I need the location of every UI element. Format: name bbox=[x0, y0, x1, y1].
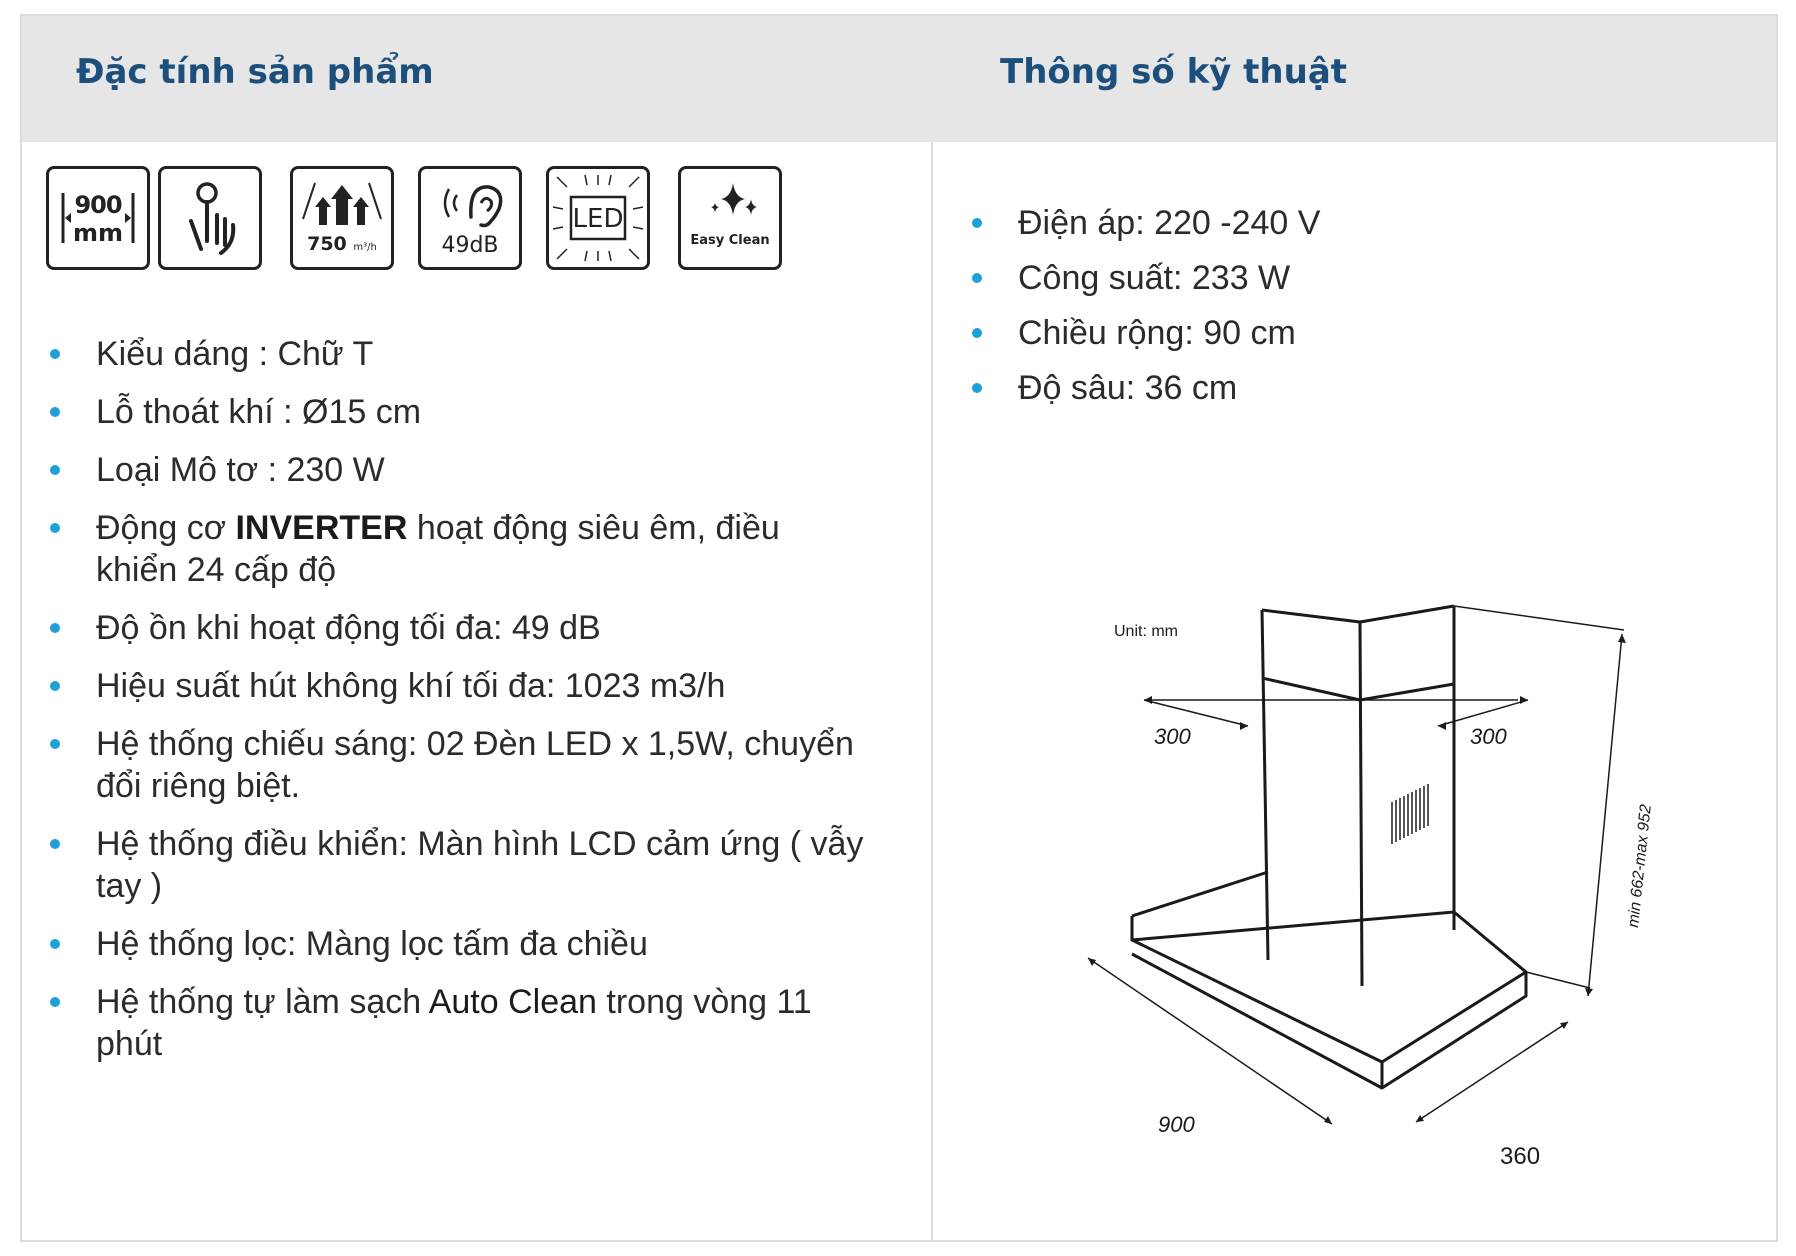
feature-text: hoạt động siêu êm, điều khiển 24 cấp độ bbox=[96, 509, 780, 589]
list-item bbox=[50, 923, 870, 965]
bullet-icon bbox=[50, 465, 60, 475]
dim-right-line bbox=[1438, 700, 1528, 726]
product-card bbox=[20, 14, 1778, 1242]
feature-text: Động cơ bbox=[96, 509, 236, 547]
list-item bbox=[972, 202, 1732, 244]
hand-gesture-icon bbox=[158, 166, 262, 270]
list-item bbox=[50, 607, 870, 649]
list-item bbox=[972, 367, 1732, 409]
bullet-icon bbox=[50, 681, 60, 691]
list-item bbox=[50, 333, 870, 375]
feature-bold-text: INVERTER bbox=[235, 509, 408, 547]
list-item bbox=[972, 257, 1732, 299]
width-unit: mm bbox=[72, 219, 123, 247]
bullet-icon bbox=[972, 383, 982, 393]
width-900mm-icon bbox=[46, 166, 150, 270]
feature-text: trong vòng 11 phút bbox=[96, 983, 812, 1063]
width-value: 900 bbox=[74, 191, 122, 219]
dim-height-bottom-ext bbox=[1526, 972, 1590, 988]
chimney-front-edge bbox=[1360, 622, 1362, 986]
chimney-left-edge bbox=[1262, 610, 1268, 960]
arrow-head bbox=[1144, 696, 1152, 704]
feature-text: Hệ thống lọc: Màng lọc tấm đa chiều bbox=[96, 925, 648, 963]
dim-left-line bbox=[1144, 700, 1248, 726]
dim-right-label: 300 bbox=[1470, 724, 1507, 749]
airflow-unit: m³/h bbox=[353, 242, 377, 253]
specs-title: Thông số kỹ thuật bbox=[1000, 52, 1348, 92]
arrow-head bbox=[1416, 1115, 1424, 1122]
bullet-icon bbox=[50, 623, 60, 633]
list-item bbox=[50, 665, 870, 707]
arrow-head bbox=[1240, 722, 1248, 730]
spec-text: Chiều rộng: 90 cm bbox=[1018, 314, 1296, 352]
dim-height-label: min 662-max 952 bbox=[1625, 803, 1655, 929]
arrow-head bbox=[1560, 1022, 1568, 1029]
hand-wave-icon bbox=[161, 169, 259, 267]
list-item bbox=[50, 391, 870, 433]
hood-base bbox=[1132, 916, 1526, 1088]
arrow-head bbox=[1520, 696, 1528, 704]
airflow-750-icon bbox=[290, 166, 394, 270]
list-item bbox=[50, 981, 870, 1065]
column-divider bbox=[931, 142, 933, 1240]
easy-clean-label: Easy Clean bbox=[690, 233, 770, 248]
hood-dimension-diagram bbox=[1042, 576, 1702, 1216]
easy-clean-icon bbox=[678, 166, 782, 270]
bullet-icon bbox=[50, 739, 60, 749]
bullet-icon bbox=[50, 939, 60, 949]
feature-highlight-text: Auto Clean bbox=[428, 983, 597, 1021]
bullet-icon bbox=[50, 997, 60, 1007]
list-item bbox=[50, 449, 870, 491]
bullet-icon bbox=[50, 839, 60, 849]
list-item bbox=[50, 823, 870, 907]
dim-depth-line bbox=[1416, 1022, 1568, 1122]
noise-49db-icon bbox=[418, 166, 522, 270]
feature-text: Hiệu suất hút không khí tối đa: 1023 m3/h bbox=[96, 667, 726, 705]
chimney-top bbox=[1262, 606, 1454, 622]
led-icon bbox=[546, 166, 650, 270]
chimney-joint-line bbox=[1262, 678, 1454, 700]
bullet-icon bbox=[50, 407, 60, 417]
dim-width-label: 900 bbox=[1158, 1112, 1195, 1137]
dim-depth-label: 360 bbox=[1500, 1143, 1541, 1170]
bullet-icon bbox=[50, 349, 60, 359]
bullet-icon bbox=[972, 218, 982, 228]
feature-text: Hệ thống điều khiển: Màn hình LCD cảm ứng ( vẫy tay ) bbox=[96, 825, 864, 905]
bullet-icon bbox=[50, 523, 60, 533]
bullet-icon bbox=[972, 273, 982, 283]
sparkle-icon bbox=[681, 169, 779, 267]
feature-text: Hệ thống tự làm sạch bbox=[96, 983, 429, 1021]
feature-text: Độ ồn khi hoạt động tối đa: 49 dB bbox=[96, 609, 601, 647]
feature-text: Loại Mô tơ : 230 W bbox=[96, 451, 385, 489]
list-item bbox=[50, 723, 870, 807]
specs-list bbox=[972, 202, 1732, 422]
feature-text: Hệ thống chiếu sáng: 02 Đèn LED x 1,5W, chuyển đổi riêng biệt. bbox=[96, 725, 854, 805]
features-title: Đặc tính sản phẩm bbox=[76, 52, 434, 92]
dim-left-label: 300 bbox=[1154, 724, 1191, 749]
list-item bbox=[972, 312, 1732, 354]
spec-text: Điện áp: 220 -240 V bbox=[1018, 204, 1321, 242]
dim-height-line bbox=[1588, 634, 1622, 996]
bullet-icon bbox=[972, 328, 982, 338]
noise-value: 49dB bbox=[441, 233, 499, 258]
arrow-head bbox=[1618, 634, 1626, 643]
dim-height-top-ext bbox=[1454, 606, 1624, 630]
features-list bbox=[50, 333, 870, 1081]
unit-label: Unit: mm bbox=[1114, 623, 1178, 640]
arrow-head bbox=[1585, 988, 1593, 996]
spec-text: Công suất: 233 W bbox=[1018, 259, 1291, 297]
led-label: LED bbox=[572, 204, 624, 234]
arrow-head bbox=[1438, 722, 1446, 730]
header-bar bbox=[22, 16, 1776, 142]
airflow-value: 750 bbox=[307, 233, 347, 255]
list-item bbox=[50, 507, 870, 591]
vent-grille-icon bbox=[1392, 784, 1428, 844]
feature-text: Kiểu dáng : Chữ T bbox=[96, 335, 374, 373]
spec-text: Độ sâu: 36 cm bbox=[1018, 369, 1238, 407]
feature-text: Lỗ thoát khí : Ø15 cm bbox=[96, 393, 422, 431]
